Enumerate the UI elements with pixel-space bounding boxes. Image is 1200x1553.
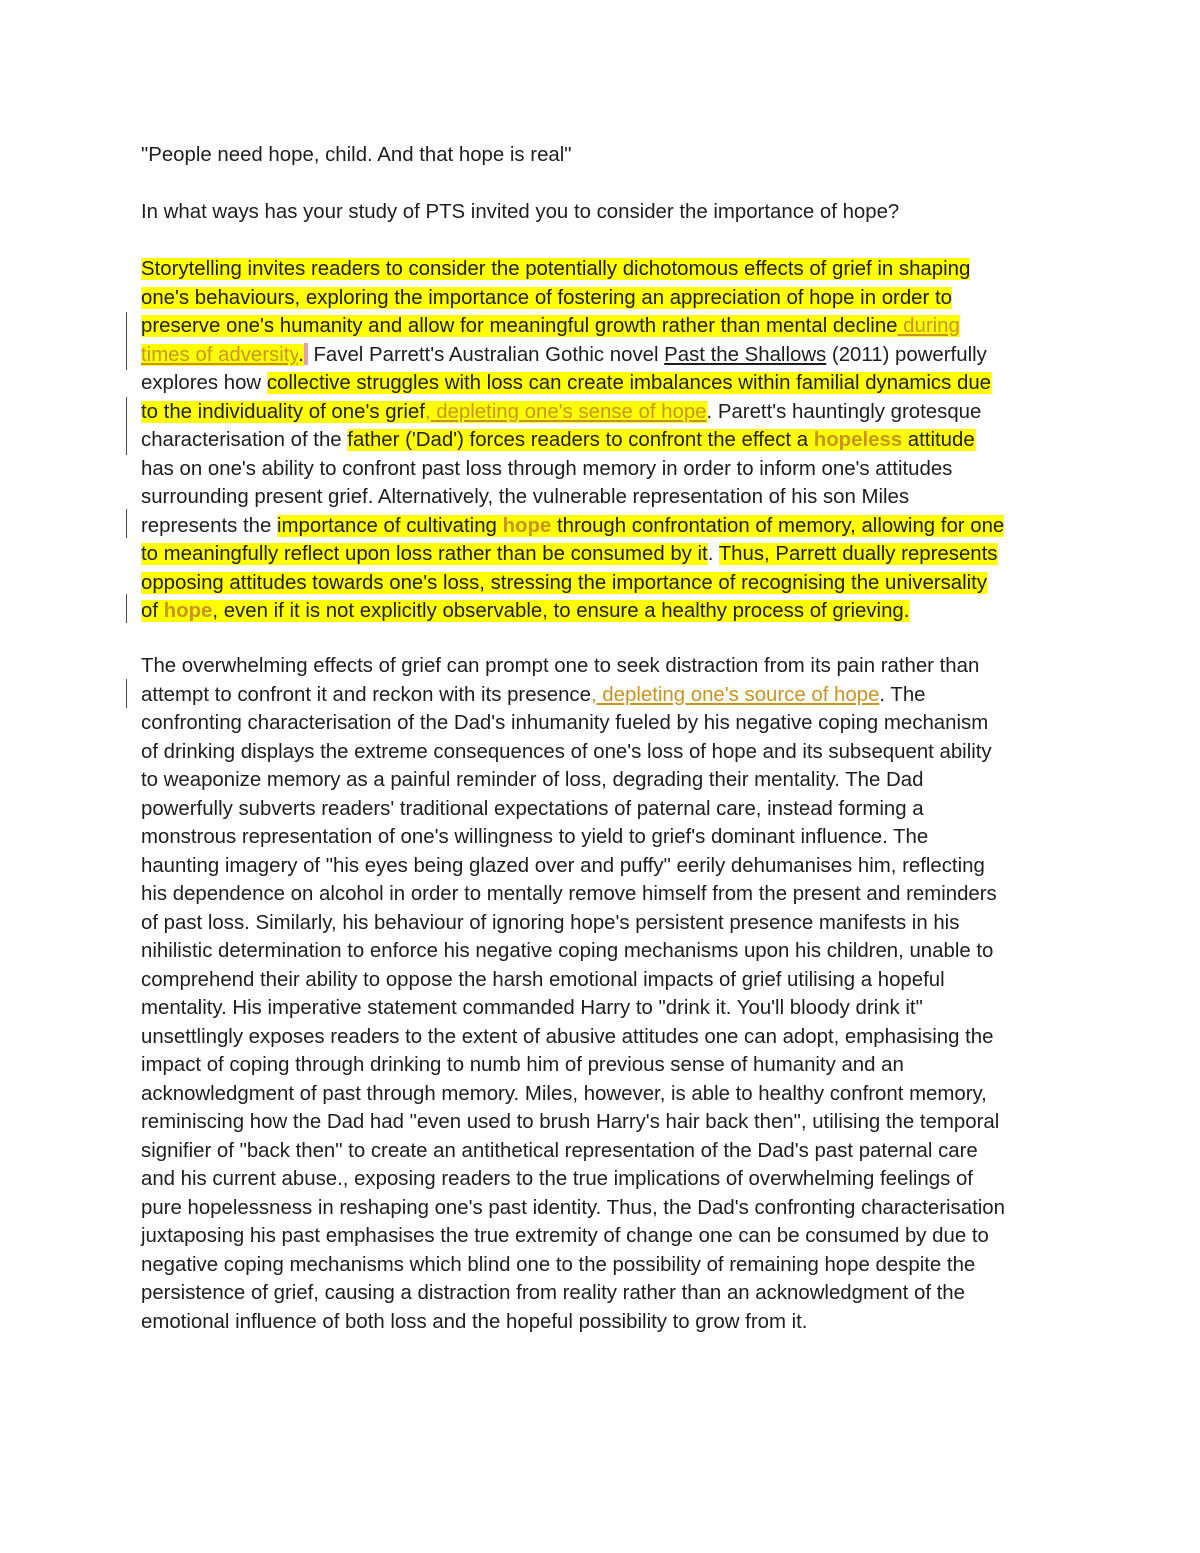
text-line: his dependence on alcohol in order to mentally remove himself from the present and reminders [141, 883, 997, 905]
essay-question: In what ways has your study of PTS invited you to consider the importance of hope? [141, 201, 900, 223]
highlighted-text: through confrontation of memory, allowing for one [551, 514, 1005, 537]
highlighted-text: of [141, 600, 164, 622]
text-line: of drinking displays the extreme consequences of one's loss of hope and its subsequent ability [141, 740, 992, 763]
text-line: impact of coping through drinking to numb him of previous sense of humanity and an [141, 1054, 904, 1076]
change-bar [126, 312, 127, 341]
text-line [141, 426, 1091, 455]
text-line: to weaponize memory as a painful reminder of loss, degrading their mentality. The Dad [141, 769, 924, 791]
change-bar [126, 509, 127, 538]
highlighted-text: opposing attitudes towards one's loss, stressing the importance of recognising the universality [141, 571, 988, 594]
highlighted-text: collective struggles with loss can create imbalances within familial dynamics due [266, 372, 991, 394]
text-line: monstrous representation of one's willingness to yield to grief's dominant influence. The [141, 826, 929, 848]
text-line [141, 512, 1091, 541]
body-paragraph [141, 652, 1091, 1336]
inserted-text: times of adversity [141, 343, 299, 366]
text-line [141, 255, 1091, 284]
inserted-text: during [897, 315, 960, 337]
body-text: explores how [141, 372, 267, 394]
body-text: characterisation of the [141, 429, 348, 451]
text-line [141, 540, 1091, 569]
bold-keyword: hopeless [813, 429, 903, 451]
text-line: confronting characterisation of the Dad's inhumanity fueled by his negative coping mechanism [141, 712, 989, 734]
text-line: emotional influence of both loss and the hopeful possibility to grow from it. [141, 1310, 808, 1333]
inserted-text: , depleting one's source of hope [590, 683, 880, 706]
body-text: (2011) powerfully [826, 343, 987, 366]
highlighted-text: preserve one's humanity and allow for meaningful growth rather than mental decline [141, 315, 898, 337]
text-line: and his current abuse., exposing readers to the true implications of overwhelming feelings of [141, 1168, 973, 1190]
text-line: haunting imagery of "his eyes being glazed over and puffy" eerily dehumanises him, reflecting [141, 854, 985, 877]
text-line: surrounding present grief. Alternatively, the vulnerable representation of his son Miles [141, 486, 910, 508]
text-line: juxtaposing his past emphasises the true extremity of change one can be consumed by due to [141, 1225, 989, 1247]
text-line [141, 681, 1091, 710]
text-line [141, 398, 1091, 427]
body-text: represents the [141, 514, 278, 537]
body-text: attempt to confront it and reckon with its presence [141, 683, 591, 706]
change-bar [126, 341, 127, 370]
highlighted-text: father ('Dad') forces readers to confront the effect a [347, 429, 814, 451]
text-line: pure hopelessness in reshaping one's past identity. Thus, the Dad's confronting characterisation [141, 1196, 1005, 1219]
text-line [141, 312, 1091, 341]
highlighted-text: Storytelling invites readers to consider the potentially dichotomous effects of grief in shaping [141, 258, 971, 280]
body-text: . [707, 543, 719, 565]
inserted-text: , depleting one's sense of hope [424, 400, 707, 423]
text-line: acknowledgment of past through memory. Miles, however, is able to healthy confront memory, [141, 1082, 987, 1105]
text-line: The overwhelming effects of grief can prompt one to seek distraction from its pain rather than [141, 655, 980, 677]
text-line [141, 369, 1091, 398]
text-line: has on one's ability to confront past loss through memory in order to inform one's attitudes [141, 457, 953, 480]
text-line: mentality. His imperative statement commanded Harry to "drink it. You'll bloody drink it" [141, 997, 923, 1019]
epigraph-quote: "People need hope, child. And that hope is real" [141, 144, 572, 166]
text-line: reminiscing how the Dad had "even used to brush Harry's hair back then", utilising the temporal [141, 1111, 1000, 1133]
highlighted-text: , even if it is not explicitly observable, to ensure a healthy process of grieving. [212, 600, 910, 622]
text-line: comprehend their ability to oppose the harsh emotional impacts of grief utilising a hopeful [141, 968, 945, 991]
text-line [141, 284, 1091, 313]
highlighted-text: to meaningfully reflect upon loss rather than be consumed by it [141, 543, 708, 565]
change-bar [126, 397, 127, 426]
highlighted-text: one's behaviours, exploring the importance of fostering an appreciation of hope in order to [141, 286, 952, 309]
highlighted-text: Thus, Parrett dually represents [718, 543, 998, 565]
highlighted-text: . [298, 343, 304, 366]
text-line: negative coping mechanisms which blind one to the possibility of remaining hope despite the [141, 1253, 976, 1276]
change-bar [126, 594, 127, 623]
intro-paragraph [141, 255, 1091, 626]
highlighted-text: importance of cultivating [277, 514, 503, 537]
text-line [141, 569, 1091, 598]
change-bar [126, 679, 127, 708]
highlighted-text: to the individuality of one's grief [141, 400, 425, 423]
body-text: . The [879, 683, 926, 706]
change-bar [126, 426, 127, 455]
bold-keyword: hope [163, 600, 213, 622]
text-line: persistence of grief, causing a distraction from reality rather than an acknowledgment of the [141, 1282, 965, 1304]
bold-keyword: hope [502, 514, 552, 537]
text-line: signifier of "back then" to create an antithetical representation of the Dad's past paternal care [141, 1139, 978, 1162]
text-line [141, 597, 1091, 626]
text-line: unsettlingly exposes readers to the extent of abusive attitudes one can adopt, emphasising the [141, 1025, 994, 1048]
text-line: of past loss. Similarly, his behaviour of ignoring hope's persistent presence manifests in his [141, 911, 960, 934]
body-text: Favel Parrett's Australian Gothic novel [307, 343, 665, 366]
text-line: powerfully subverts readers' traditional expectations of paternal care, instead forming a [141, 797, 924, 820]
novel-title: Past the Shallows [664, 343, 827, 366]
body-text: . Parett's hauntingly grotesque [706, 400, 982, 423]
text-line [141, 341, 1091, 370]
text-line: nihilistic determination to enforce his negative coping mechanisms upon his children, unable to [141, 940, 994, 962]
highlighted-text: attitude [902, 429, 975, 451]
